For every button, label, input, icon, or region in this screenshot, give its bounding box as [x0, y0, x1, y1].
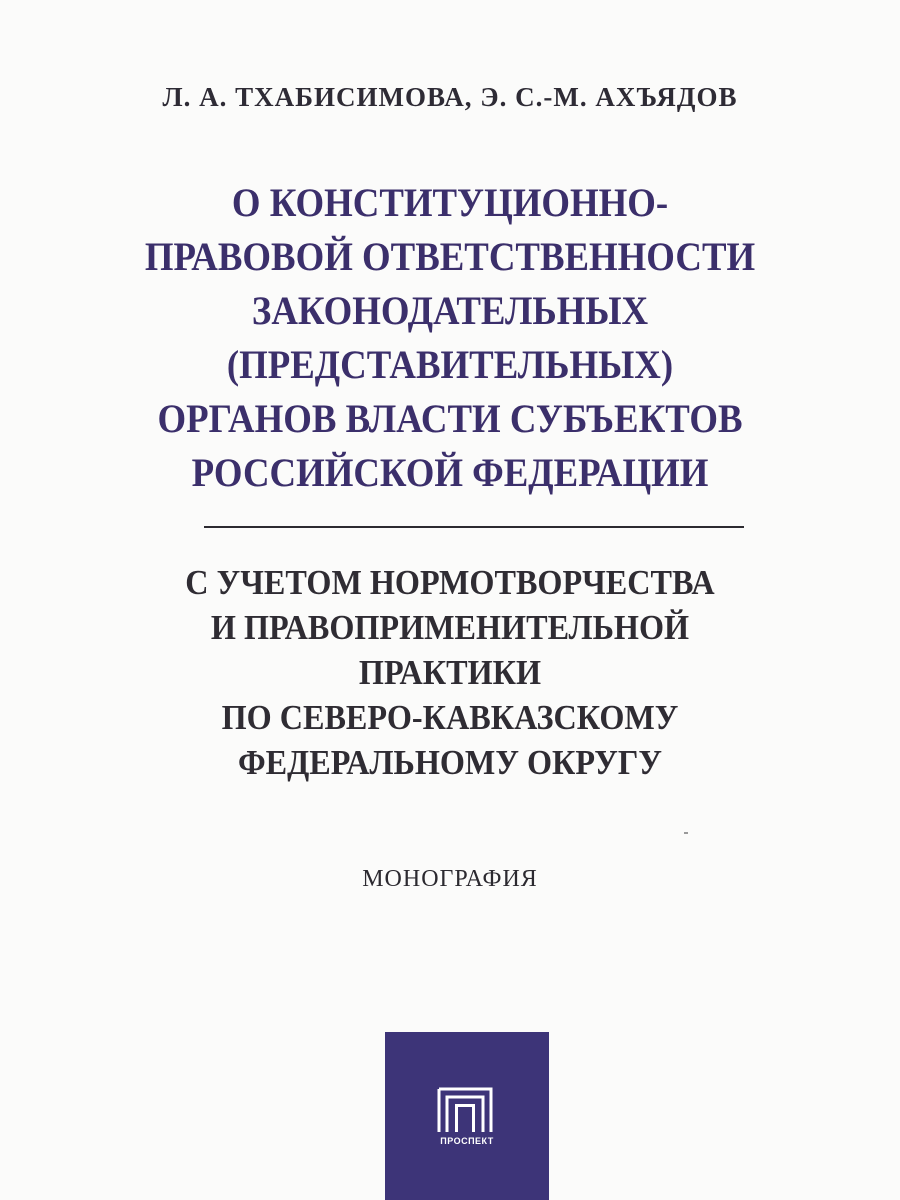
publisher-logo-block — [385, 1032, 549, 1200]
title-line: ЗАКОНОДАТЕЛЬНЫХ — [251, 288, 649, 333]
print-speck — [684, 832, 688, 834]
title-divider — [204, 526, 744, 528]
authors: Л. А. ТХАБИСИМОВА, Э. С.-М. АХЪЯДОВ — [162, 82, 738, 112]
title-line: ОРГАНОВ ВЛАСТИ СУБЪЕКТОВ — [157, 396, 743, 441]
subtitle-line: И ПРАВОПРИМЕНИТЕЛЬНОЙ — [210, 608, 690, 647]
prospekt-column-logo-icon — [436, 1086, 494, 1178]
publisher-name: ПРОСПЕКТ — [440, 1136, 494, 1146]
book-subtitle — [146, 560, 753, 785]
title-line: О КОНСТИТУЦИОННО- — [231, 180, 669, 225]
genre-label: МОНОГРАФИЯ — [362, 866, 538, 892]
subtitle-line: С УЧЕТОМ НОРМОТВОРЧЕСТВА — [185, 563, 715, 602]
title-line: РОССИЙСКОЙ ФЕДЕРАЦИИ — [191, 450, 709, 495]
subtitle-line: ПРАКТИКИ — [358, 653, 542, 692]
title-line: (ПРЕДСТАВИТЕЛЬНЫХ) — [226, 342, 674, 387]
subtitle-line: ПО СЕВЕРО-КАВКАЗСКОМУ — [221, 698, 679, 737]
subtitle-line: ФЕДЕРАЛЬНОМУ ОКРУГУ — [237, 743, 663, 782]
title-line: ПРАВОВОЙ ОТВЕТСТВЕННОСТИ — [144, 234, 756, 279]
book-title — [119, 176, 781, 500]
